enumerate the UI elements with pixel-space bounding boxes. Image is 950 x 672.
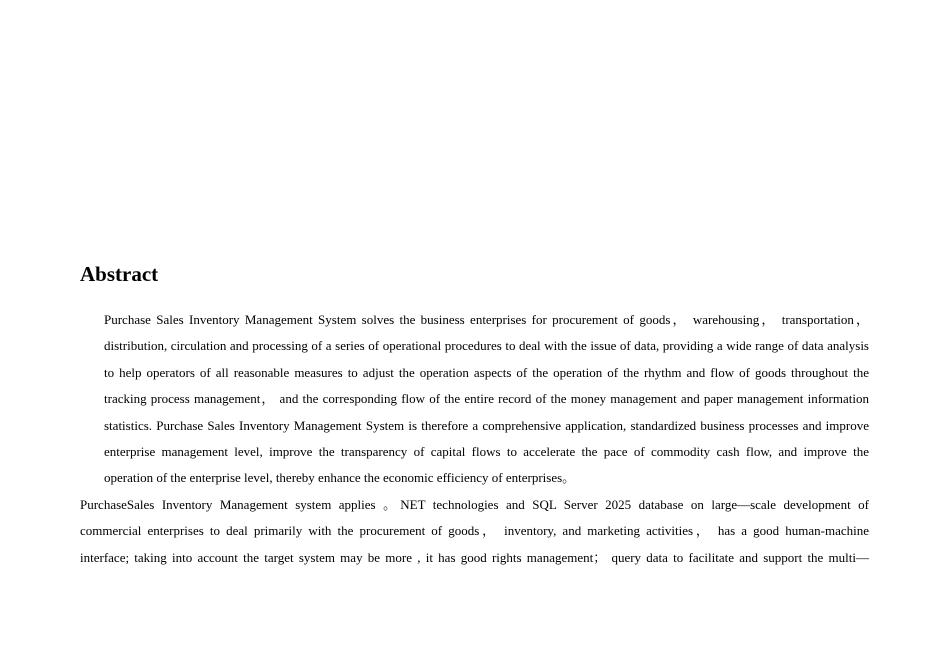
paragraph-line: statistics. Purchase Sales Inventory Management System is therefore a comprehensive application, standardized business processes and improve bbox=[104, 417, 869, 433]
paragraph-line: tracking process management， and the corresponding flow of the entire record of the money management and paper management information bbox=[104, 391, 869, 407]
abstract-heading: Abstract bbox=[80, 262, 159, 286]
paragraph-line: operation of the enterprise level, thereby enhance the economic efficiency of enterprises。 bbox=[104, 470, 576, 486]
abstract-paragraph-1 bbox=[80, 307, 869, 492]
abstract-body bbox=[80, 307, 869, 571]
paragraph-line: interface; taking into account the target system may be more , it has good rights management； query data to facilitate and support the multi— bbox=[80, 549, 869, 565]
paragraph-line: to help operators of all reasonable measures to adjust the operation aspects of the operation of the rhythm and flow of goods throughout the bbox=[104, 364, 869, 380]
abstract-paragraph-2 bbox=[80, 492, 869, 571]
paragraph-line: PurchaseSales Inventory Management system applies 。NET technologies and SQL Server 2025 database on large—scale development of bbox=[80, 496, 869, 512]
paragraph-line: distribution, circulation and processing of a series of operational procedures to deal with the issue of data, providing a wide range of data analysis bbox=[104, 338, 869, 354]
paragraph-line: commercial enterprises to deal primarily with the procurement of goods， inventory, and marketing activities， has a good human-machine bbox=[80, 523, 869, 539]
paragraph-line: enterprise management level, improve the transparency of capital flows to accelerate the pace of commodity cash flow, and improve the bbox=[104, 444, 869, 460]
paragraph-line: Purchase Sales Inventory Management System solves the business enterprises for procurement of goods， warehousing， transportation， bbox=[104, 312, 869, 327]
